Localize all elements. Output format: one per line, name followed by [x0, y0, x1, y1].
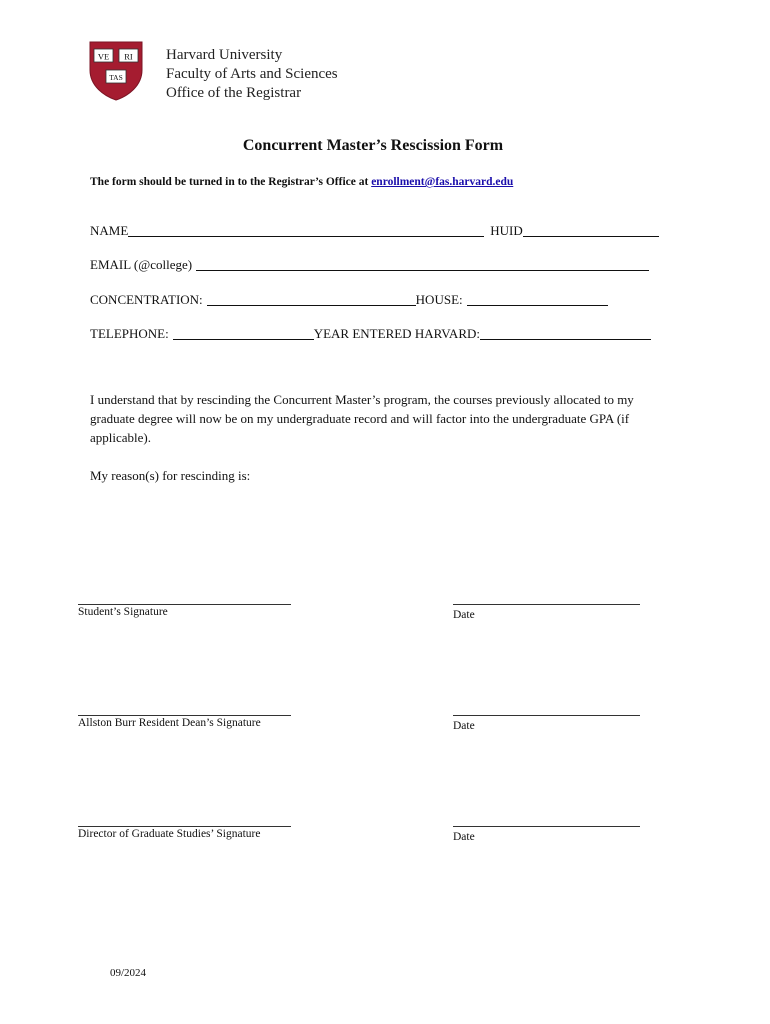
org-line-office: Office of the Registrar — [166, 85, 302, 101]
reason-label: My reason(s) for rescinding is: — [90, 468, 251, 483]
resident-dean-date-label: Date — [453, 720, 475, 732]
year-entered-field[interactable] — [480, 325, 651, 340]
concentration-house-row — [90, 291, 608, 308]
email-row — [90, 256, 649, 273]
shield-text-ri: RI — [124, 51, 133, 62]
concentration-field[interactable] — [207, 291, 416, 306]
resident-dean-date-line[interactable] — [453, 715, 640, 716]
submission-instructions — [90, 176, 513, 188]
organization-name — [166, 46, 338, 103]
telephone-field[interactable] — [173, 325, 314, 340]
org-line-university: Harvard University — [166, 47, 283, 63]
rescission-statement: I understand that by rescinding the Concurrent Master’s program, the courses previously allocated to my graduate degree will now be on my undergraduate record and will factor into the undergraduate GPA (if applicable). — [90, 392, 634, 445]
huid-field[interactable] — [523, 222, 659, 237]
resident-dean-signature-label: Allston Burr Resident Dean’s Signature — [78, 717, 261, 729]
year-entered-label: YEAR ENTERED HARVARD: — [313, 326, 480, 341]
concentration-label: CONCENTRATION: — [90, 292, 203, 307]
resident-dean-signature-line[interactable] — [78, 715, 291, 716]
student-signature-label: Student’s Signature — [78, 606, 168, 618]
reason-area[interactable] — [90, 490, 675, 590]
name-label: NAME — [90, 223, 129, 238]
harvard-shield-logo — [88, 40, 144, 102]
dgs-date-label: Date — [453, 831, 475, 843]
house-field[interactable] — [467, 291, 608, 306]
huid-label: HUID — [490, 223, 523, 238]
dgs-signature-line[interactable] — [78, 826, 291, 827]
name-field[interactable] — [128, 222, 484, 237]
shield-text-ve: VE — [97, 51, 110, 62]
shield-text-tas: TAS — [109, 73, 123, 82]
org-line-faculty: Faculty of Arts and Sciences — [166, 66, 338, 82]
instructions-text: The form should be turned in to the Registrar’s Office at — [90, 176, 372, 188]
name-huid-row — [90, 222, 659, 239]
student-signature-line[interactable] — [78, 604, 291, 605]
email-label: EMAIL (@college) — [90, 257, 193, 272]
revision-date: 09/2024 — [110, 967, 147, 979]
telephone-label: TELEPHONE: — [90, 326, 169, 341]
student-date-label: Date — [453, 609, 475, 621]
student-date-line[interactable] — [453, 604, 640, 605]
email-field[interactable] — [196, 256, 649, 271]
email-link[interactable]: enrollment@fas.harvard.edu — [371, 176, 514, 188]
house-label: HOUSE: — [415, 292, 463, 307]
telephone-year-row — [90, 325, 651, 342]
dgs-signature-label: Director of Graduate Studies’ Signature — [78, 828, 261, 840]
dgs-date-line[interactable] — [453, 826, 640, 827]
form-title: Concurrent Master’s Rescission Form — [242, 137, 504, 154]
